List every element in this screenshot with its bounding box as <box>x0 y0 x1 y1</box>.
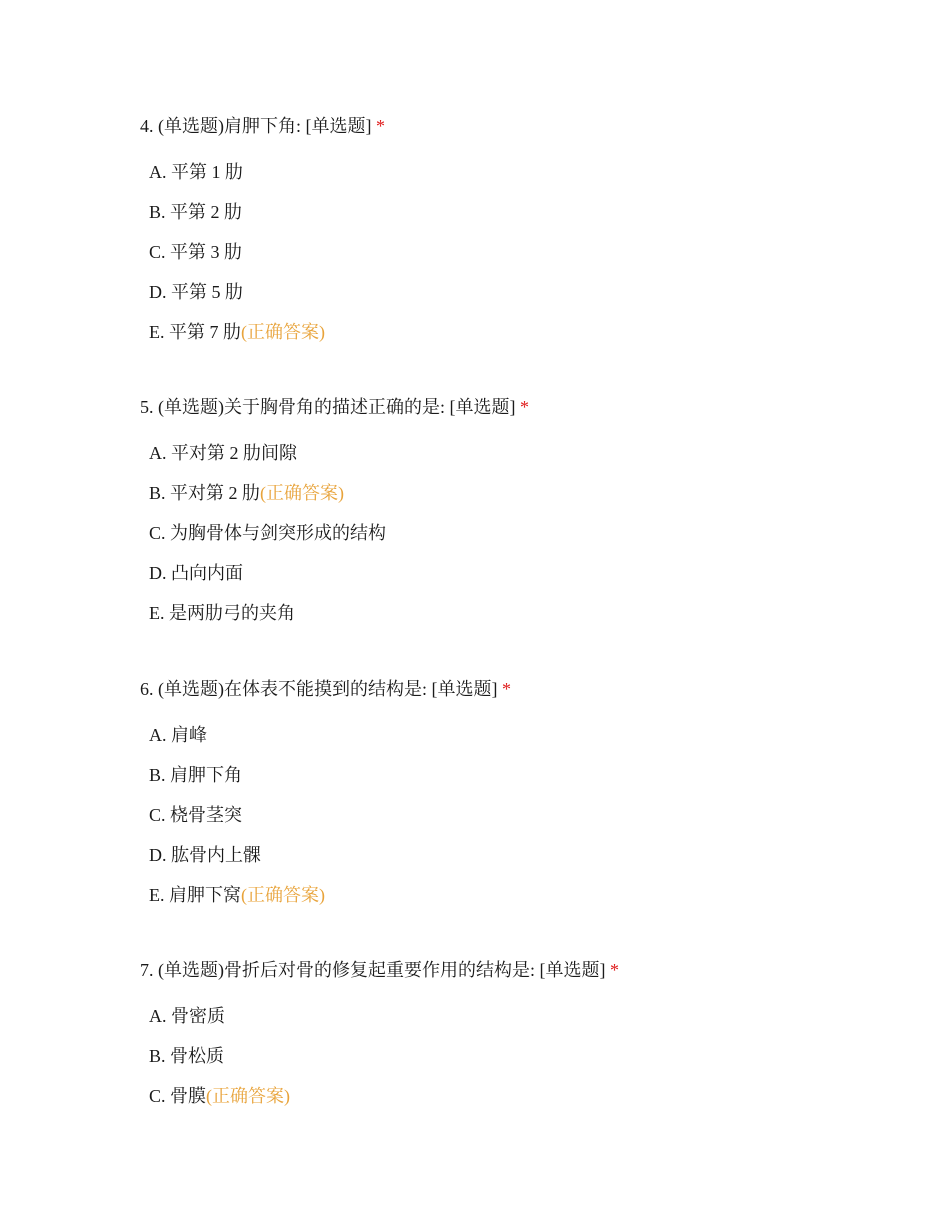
option-b <box>149 481 900 505</box>
option-list <box>140 723 900 907</box>
question-5 <box>140 395 900 641</box>
option-a <box>149 160 900 184</box>
question-title <box>140 114 900 138</box>
option-text: C. 为胸骨体与剑突形成的结构 <box>149 523 387 543</box>
option-text: D. 肱骨内上髁 <box>149 845 261 865</box>
question-title-text: 5. (单选题)关于胸骨角的描述正确的是: [单选题] <box>140 397 516 417</box>
option-list <box>140 160 900 344</box>
option-list <box>140 441 900 625</box>
required-mark: * <box>609 960 619 980</box>
question-title <box>140 395 900 419</box>
correct-answer-tag: (正确答案) <box>241 885 325 905</box>
question-6 <box>140 677 900 923</box>
question-title <box>140 677 900 701</box>
option-text: C. 桡骨茎突 <box>149 805 243 825</box>
option-text: B. 骨松质 <box>149 1046 225 1066</box>
option-c <box>149 521 900 545</box>
option-e <box>149 601 900 625</box>
option-text: E. 平第 7 肋 <box>149 322 241 342</box>
option-text: A. 肩峰 <box>149 725 207 745</box>
option-c <box>149 240 900 264</box>
option-a <box>149 441 900 465</box>
question-4 <box>140 114 900 360</box>
question-title-text: 7. (单选题)骨折后对骨的修复起重要作用的结构是: [单选题] <box>140 960 606 980</box>
correct-answer-tag: (正确答案) <box>260 483 345 503</box>
option-list <box>140 1004 900 1108</box>
option-text: A. 骨密质 <box>149 1006 225 1026</box>
option-text: A. 平第 1 肋 <box>149 162 243 182</box>
option-text: E. 是两肋弓的夹角 <box>149 603 295 623</box>
option-d <box>149 280 900 304</box>
required-mark: * <box>375 116 385 136</box>
option-b <box>149 200 900 224</box>
option-text: B. 平第 2 肋 <box>149 202 243 222</box>
option-d <box>149 843 900 867</box>
question-title-text: 4. (单选题)肩胛下角: [单选题] <box>140 116 372 136</box>
question-title <box>140 958 900 982</box>
option-a <box>149 1004 900 1028</box>
question-7 <box>140 958 900 1124</box>
option-c <box>149 1084 900 1108</box>
required-mark: * <box>501 679 511 699</box>
option-d <box>149 561 900 585</box>
option-text: C. 骨膜 <box>149 1086 207 1106</box>
question-title-text: 6. (单选题)在体表不能摸到的结构是: [单选题] <box>140 679 498 699</box>
option-text: E. 肩胛下窝 <box>149 885 241 905</box>
option-text: D. 平第 5 肋 <box>149 282 243 302</box>
required-mark: * <box>519 397 529 417</box>
correct-answer-tag: (正确答案) <box>241 322 325 342</box>
option-text: B. 平对第 2 肋 <box>149 483 261 503</box>
option-e <box>149 320 900 344</box>
option-text: B. 肩胛下角 <box>149 765 243 785</box>
option-c <box>149 803 900 827</box>
option-text: D. 凸向内面 <box>149 563 243 583</box>
option-a <box>149 723 900 747</box>
option-b <box>149 763 900 787</box>
option-text: A. 平对第 2 肋间隙 <box>149 443 297 463</box>
option-e <box>149 883 900 907</box>
option-text: C. 平第 3 肋 <box>149 242 243 262</box>
option-b <box>149 1044 900 1068</box>
correct-answer-tag: (正确答案) <box>206 1086 291 1106</box>
